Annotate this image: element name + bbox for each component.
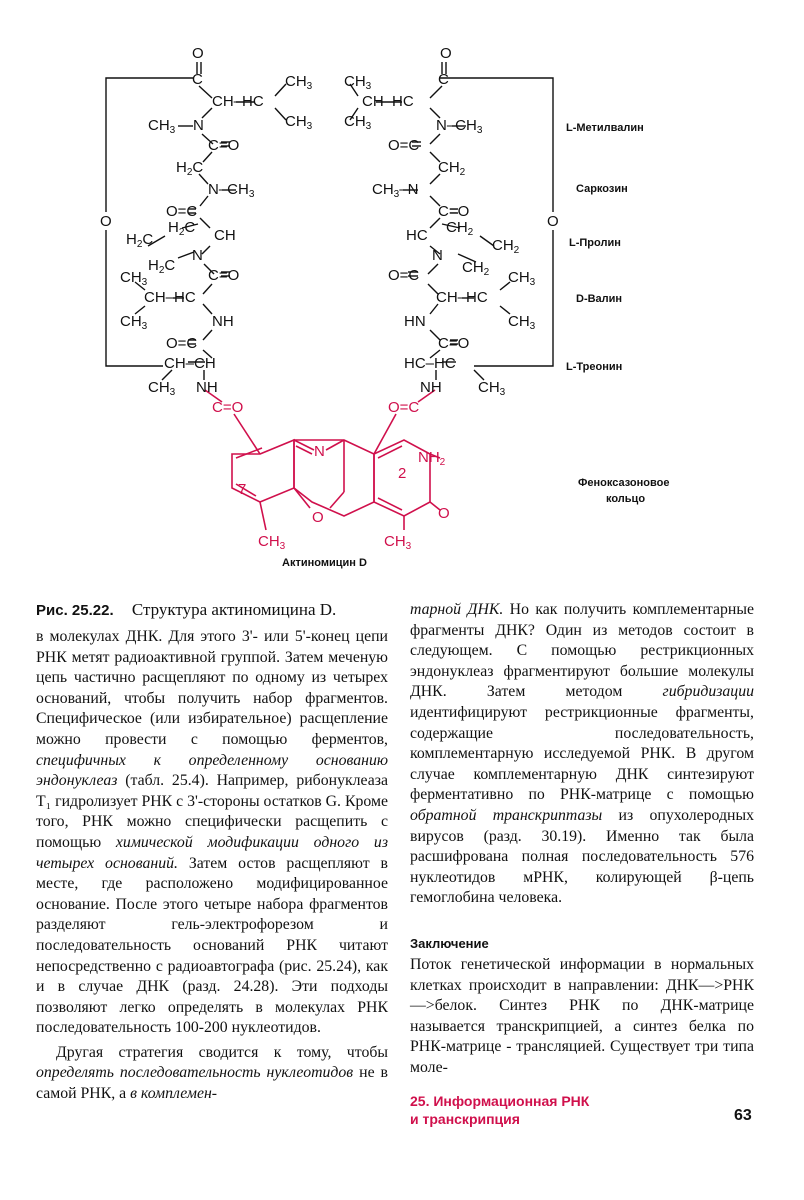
svg-text:7: 7 — [238, 481, 247, 498]
svg-text:O=C: O=C — [388, 399, 420, 416]
svg-text:N: N — [192, 247, 203, 264]
svg-text:CH: CH — [214, 227, 236, 244]
svg-text:CH2: $CH_2$ — [446, 219, 474, 238]
svg-text:C: C — [438, 71, 449, 88]
left-column — [36, 627, 388, 1105]
svg-text:CH3–N: $CH_3-N$ — [372, 181, 419, 200]
svg-text:N: N — [314, 443, 325, 460]
figure-name: Актиномицин D — [282, 557, 367, 569]
svg-text:N–CH3: $N-CH_3$ — [208, 181, 255, 200]
svg-text:H2C: $H_2C$ — [148, 257, 176, 276]
svg-text:N: N — [432, 247, 443, 264]
svg-text:HN: HN — [404, 313, 426, 330]
svg-text:C=O: C=O — [438, 203, 470, 220]
svg-text:NH: NH — [420, 379, 442, 396]
svg-text:CH3: $CH_3$ — [344, 113, 372, 132]
right-paragraph-1: тарной ДНК. Но как получить комплементарные фрагменты ДНК? Один из методов состоит в следующем. С помощью рестрикционных эндонуклеаз фрагментируют большие молекулы ДНК. Затем методом гибридизации идентифицируют рестрикционные фрагменты, содержащие последовательность, комплементарную исследуемой РНК. В другом случае комплементарную ДНК синтезируют ферментативно по РНК-матрице с помощью обратной транскриптазы из опухолеродных вирусов (разд. 30.19). Именно так была расшифрована полная последовательность 576 нуклеотидов мРНК, колирующей β-цепь гемоглобина человека. — [410, 601, 755, 907]
svg-text:CH3: $CH_3$ — [120, 269, 148, 288]
svg-text:C=O: C=O — [208, 137, 240, 154]
svg-text:CH3: $CH_3$ — [148, 117, 176, 136]
svg-text:C: C — [192, 71, 203, 88]
svg-text:2: 2 — [398, 465, 407, 482]
svg-text:O: O — [192, 45, 204, 62]
label-sarcosine: Саркозин — [576, 183, 628, 195]
caption-text: Структура актиномицина D. — [131, 600, 337, 619]
chapter-running-title: 25. Информационная РНК и транскрипция — [410, 1093, 590, 1127]
actinomycin-d-structure-figure — [0, 0, 804, 590]
svg-text:CH3: $CH_3$ — [258, 533, 286, 552]
label-proline: L-Пролин — [569, 237, 621, 249]
svg-text:O: O — [547, 213, 559, 230]
svg-text:CH3: $CH_3$ — [120, 313, 148, 332]
label-threonine: L-Треонин — [566, 361, 623, 373]
svg-text:O: O — [438, 505, 450, 522]
summary-paragraph: Поток генетической информации в нормальных клетках происходит в направлении: ДНК—>РНК—>белок. Синтез РНК по ДНК-матрице называется транскрипцией, а синтез белка по РНК-матрице - трансляцией. Существует три типа моле- — [410, 956, 754, 1076]
svg-text:CH3: $CH_3$ — [384, 533, 412, 552]
svg-text:NH2: $NH_2$ — [418, 449, 446, 468]
svg-text:CH2: $CH_2$ — [492, 237, 520, 256]
svg-text:CH3: $CH_3$ — [508, 313, 536, 332]
svg-text:CH3: $CH_3$ — [508, 269, 536, 288]
svg-text:C=O: C=O — [212, 399, 244, 416]
svg-text:NH: NH — [196, 379, 218, 396]
svg-text:O=C: O=C — [166, 203, 198, 220]
svg-text:H2C: $H_2C$ — [126, 231, 154, 250]
svg-text:O: O — [440, 45, 452, 62]
svg-text:CH2: $CH_2$ — [462, 259, 490, 278]
svg-text:C=O: C=O — [438, 335, 470, 352]
right-column — [410, 600, 754, 909]
svg-text:CH–HC: CH–HC — [436, 289, 488, 306]
svg-text:H2C: $H_2C$ — [168, 219, 196, 238]
svg-text:HC: HC — [406, 227, 428, 244]
svg-text:H2C: $H_2C$ — [176, 159, 204, 178]
caption-number: Рис. 25.22. — [36, 602, 114, 619]
figure-caption — [36, 600, 336, 620]
label-valine: D-Валин — [576, 293, 623, 305]
label-phenoxazone-2: кольцо — [606, 493, 646, 505]
svg-text:CH–HC: CH–HC — [362, 93, 414, 110]
svg-text:HC–HC: HC–HC — [404, 355, 456, 372]
svg-text:CH3: $CH_3$ — [285, 73, 313, 92]
svg-text:N: N — [193, 117, 204, 134]
left-paragraph-2: Другая стратегия сводится к тому, чтобы определять последовательность нуклеотидов не в самой РНК, а в комплемен- — [36, 1043, 389, 1103]
svg-text:CH–HC: CH–HC — [212, 93, 264, 110]
label-methylvaline: L-Метилвалин — [566, 122, 644, 134]
left-paragraph-1: в молекулах ДНК. Для этого 3'- или 5'-конец цепи РНК метят радиоактивной группой. Затем меченую цепь частично расщепляют по одному из четырех оснований, чтобы получить набор фрагментов. Специфическое (или избирательное) расщепление можно провести с помощью ферментов, специфичных к определенному основанию эндонуклеаз (табл. 25.4). Например, рибонуклеаза T₁ гидролизует РНК с 3'-стороны остатков G. Кроме того, РНК можно специфически расщепить с помощью химической модификации одного из четырех оснований. Затем остов расщепляют в месте, где расположено модифицированное основание. После этого четыре набора фрагментов разделяют гель-электрофорезом и последовательность оснований РНК читают непосредственно с радиоавтографа (рис. 25.24), как и в случае ДНК (разд. 24.28). Эти подходы позволяют легко определять в молекулах РНК последовательность 100-200 нуклеотидов. — [36, 628, 388, 1037]
svg-text:O=C: O=C — [388, 137, 420, 154]
label-phenoxazone-1: Феноксазоновое — [578, 477, 670, 489]
svg-text:O=C: O=C — [388, 267, 420, 284]
svg-text:CH3: $CH_3$ — [478, 379, 506, 398]
svg-text:CH3: $CH_3$ — [344, 73, 372, 92]
svg-text:CH–HC: CH–HC — [144, 289, 196, 306]
svg-text:C=O: C=O — [208, 267, 240, 284]
svg-text:O: O — [100, 213, 112, 230]
page-number: 63 — [734, 1107, 752, 1124]
svg-text:NH: NH — [212, 313, 234, 330]
structure-atoms — [100, 45, 559, 552]
svg-text:O: O — [312, 509, 324, 526]
svg-text:CH3: $CH_3$ — [285, 113, 313, 132]
svg-text:CH3: $CH_3$ — [148, 379, 176, 398]
svg-text:CH–CH: CH–CH — [164, 355, 216, 372]
svg-text:CH2: $CH_2$ — [438, 159, 466, 178]
svg-text:N–CH3: $N-CH_3$ — [436, 117, 483, 136]
section-title: Заключение — [410, 936, 489, 951]
svg-text:O=C: O=C — [166, 335, 198, 352]
